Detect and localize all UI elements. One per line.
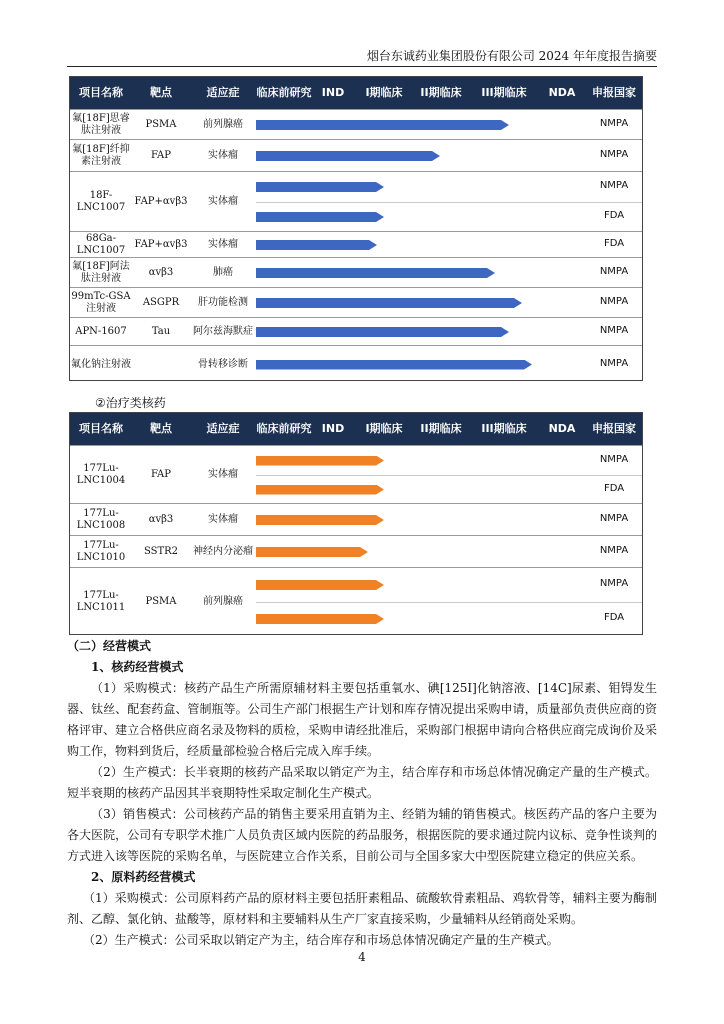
progress-bar xyxy=(256,485,384,495)
cell-indication: 肝功能检测 xyxy=(198,297,248,308)
progress-bar xyxy=(256,327,509,337)
column-header: II期临床 xyxy=(420,422,462,435)
cell-name: 氟[18F]阿法肽注射液 xyxy=(72,261,130,284)
cell-target: PSMA xyxy=(145,596,177,607)
progress-bar xyxy=(256,580,384,590)
body-text xyxy=(67,636,657,951)
header-rule xyxy=(67,66,657,67)
cell-target xyxy=(132,346,190,383)
column-header: IND xyxy=(321,422,345,435)
cell-name: 177Lu-LNC1011 xyxy=(76,590,126,613)
column-header: 适应症 xyxy=(206,86,240,99)
country-label: NMPA xyxy=(599,118,629,129)
progress-bar xyxy=(256,182,384,192)
country-label: NMPA xyxy=(599,357,629,369)
column-header: IND xyxy=(321,86,345,99)
progress-bar xyxy=(256,240,377,250)
column-header: 靶点 xyxy=(150,86,172,99)
cell-target: αvβ3 xyxy=(148,267,174,278)
country-label: FDA xyxy=(603,612,625,623)
cell-target: SSTR2 xyxy=(143,546,179,557)
progress-bar xyxy=(256,120,509,130)
country-label: FDA xyxy=(603,482,625,494)
country-label: NMPA xyxy=(599,296,629,307)
cell-target: PSMA xyxy=(145,119,177,130)
column-header: I期临床 xyxy=(365,86,403,99)
s2-title: 2、原料药经营模式 xyxy=(91,870,196,884)
cell-name: 氟[18F]纤抑素注射液 xyxy=(72,144,130,167)
progress-bar xyxy=(256,547,368,557)
country-label: FDA xyxy=(603,210,625,221)
progress-bar xyxy=(256,151,440,161)
diagnostic-pipeline-table xyxy=(69,76,643,381)
table-row xyxy=(70,231,642,258)
country-label: NMPA xyxy=(599,149,629,160)
cell-indication: 神经内分泌瘤 xyxy=(193,546,253,557)
cell-indication: 实体瘤 xyxy=(208,196,238,207)
country-label: NMPA xyxy=(599,578,629,589)
progress-bar xyxy=(256,614,384,624)
cell-indication: 实体瘤 xyxy=(208,150,238,161)
column-header: II期临床 xyxy=(420,86,462,99)
cell-indication: 前列腺癌 xyxy=(203,596,243,607)
table-row xyxy=(70,139,642,172)
column-header: III期临床 xyxy=(481,422,527,435)
cell-name: 氟[18F]思睿肽注射液 xyxy=(72,113,130,136)
column-header: I期临床 xyxy=(365,422,403,435)
cell-indication: 肺癌 xyxy=(213,267,233,278)
country-label: NMPA xyxy=(599,325,629,336)
table-row xyxy=(70,445,642,504)
therapy-pipeline-table xyxy=(69,412,643,635)
cell-name: APN-1607 xyxy=(75,326,127,337)
cell-target: FAP xyxy=(150,469,172,480)
column-header: 项目名称 xyxy=(79,422,123,435)
progress-bar xyxy=(256,515,384,525)
table-row xyxy=(70,257,642,288)
cell-target: ASGPR xyxy=(142,297,180,308)
progress-bar xyxy=(256,212,384,222)
country-label: NMPA xyxy=(599,180,629,191)
s1-production: （2）生产模式：长半衰期的核药产品采取以销定产为主，结合库存和市场总体情况确定产量的生产模式。短半衰期的核药产品因其半衰期特性采取定制化生产模式。 xyxy=(67,765,657,800)
progress-bar xyxy=(256,268,495,278)
column-header: 申报国家 xyxy=(592,422,636,435)
report-header: 烟台东诚药业集团股份有限公司 2024 年年度报告摘要 xyxy=(366,49,657,63)
cell-indication: 实体瘤 xyxy=(208,469,238,480)
column-header: NDA xyxy=(548,86,576,99)
s1-sales: （3）销售模式：公司核药产品的销售主要采用直销为主、经销为辅的销售模式。核医药产品的客户主要为各大医院，公司有专职学术推广人员负责区域内医院的药品服务，根据医院的要求通过院内议标、竞争性谈判的方式进入该等医院的采购名单，与医院建立合作关系，目前公司与全国多家大中型医院建立稳定的供应关系。 xyxy=(67,807,657,863)
cell-target: FAP xyxy=(150,150,172,161)
s1-title: 1、核药经营模式 xyxy=(91,660,184,674)
cell-name: 68Ga-LNC1007 xyxy=(76,233,126,256)
column-header: 靶点 xyxy=(150,422,172,435)
cell-indication: 阿尔兹海默症 xyxy=(193,326,253,337)
country-label: NMPA xyxy=(599,545,629,556)
column-header: 项目名称 xyxy=(79,86,123,99)
progress-bar xyxy=(256,456,384,466)
cell-name: 177Lu-LNC1010 xyxy=(76,540,126,563)
column-header: 临床前研究 xyxy=(256,86,312,99)
column-header: 适应症 xyxy=(206,422,240,435)
country-label: NMPA xyxy=(599,453,629,465)
table-row xyxy=(70,345,642,383)
column-header: NDA xyxy=(548,422,576,435)
cell-name: 氟化钠注射液 xyxy=(71,358,131,370)
country-label: NMPA xyxy=(599,513,629,524)
column-header: 临床前研究 xyxy=(256,422,312,435)
table-row xyxy=(70,503,642,536)
column-header: 申报国家 xyxy=(592,86,636,99)
s1-procurement: （1）采购模式：核药产品生产所需原辅材料主要包括重氧水、碘[125I]化钠溶液、[14C]尿素、钼锝发生器、钛丝、配套药盒、管制瓶等。公司生产部门根据生产计划和库存情况提出采购申请，质量部负责供应商的资格评审、建立合格供应商名录及物料的质检，采购申请经批准后，采购部门根据申请向合格供应商完成询价及采购工作，物料到货后，经质量部检验合格后完成入库手续。 xyxy=(67,681,657,758)
table-header xyxy=(70,77,642,109)
cell-indication: 实体瘤 xyxy=(208,239,238,250)
page-number: 4 xyxy=(358,950,366,964)
cell-target: FAP+αvβ3 xyxy=(134,239,188,250)
table-row xyxy=(70,109,642,140)
cell-indication: 骨转移诊断 xyxy=(198,358,248,370)
column-header: III期临床 xyxy=(481,86,527,99)
table-row xyxy=(70,535,642,568)
sub-row-divider xyxy=(256,602,642,603)
table-header xyxy=(70,413,642,445)
cell-name: 177Lu-LNC1004 xyxy=(76,463,126,486)
cell-indication: 前列腺癌 xyxy=(203,119,243,130)
s2-production: （2）生产模式：公司采取以销定产为主，结合库存和市场总体情况确定产量的生产模式。 xyxy=(83,933,559,947)
progress-bar xyxy=(256,360,532,370)
table-row xyxy=(70,317,642,346)
progress-bar xyxy=(256,298,522,308)
cell-name: 18F-LNC1007 xyxy=(76,190,126,213)
country-label: NMPA xyxy=(599,266,629,277)
table-row xyxy=(70,567,642,636)
s2-procurement: （1）采购模式：公司原料药产品的原材料主要包括肝素粗品、硫酸软骨素粗品、鸡软骨等，辅料主要为酶制剂、乙醇、氯化钠、盐酸等，原材料和主要辅料从生产厂家直接采购，少量辅料从经销商处采购。 xyxy=(67,891,657,926)
cell-target: FAP+αvβ3 xyxy=(134,196,188,207)
cell-indication: 实体瘤 xyxy=(208,514,238,525)
therapy-caption: ②治疗类核药 xyxy=(95,396,166,410)
cell-target: Tau xyxy=(151,326,171,337)
sub-row-divider xyxy=(256,475,642,476)
cell-name: 177Lu-LNC1008 xyxy=(76,508,126,531)
cell-target: αvβ3 xyxy=(148,514,174,525)
table-row xyxy=(70,171,642,232)
sub-row-divider xyxy=(256,202,642,203)
country-label: FDA xyxy=(603,238,625,249)
section-title: （二）经营模式 xyxy=(67,639,152,653)
table-row xyxy=(70,287,642,318)
cell-name: 99mTc-GSA 注射液 xyxy=(71,291,131,314)
